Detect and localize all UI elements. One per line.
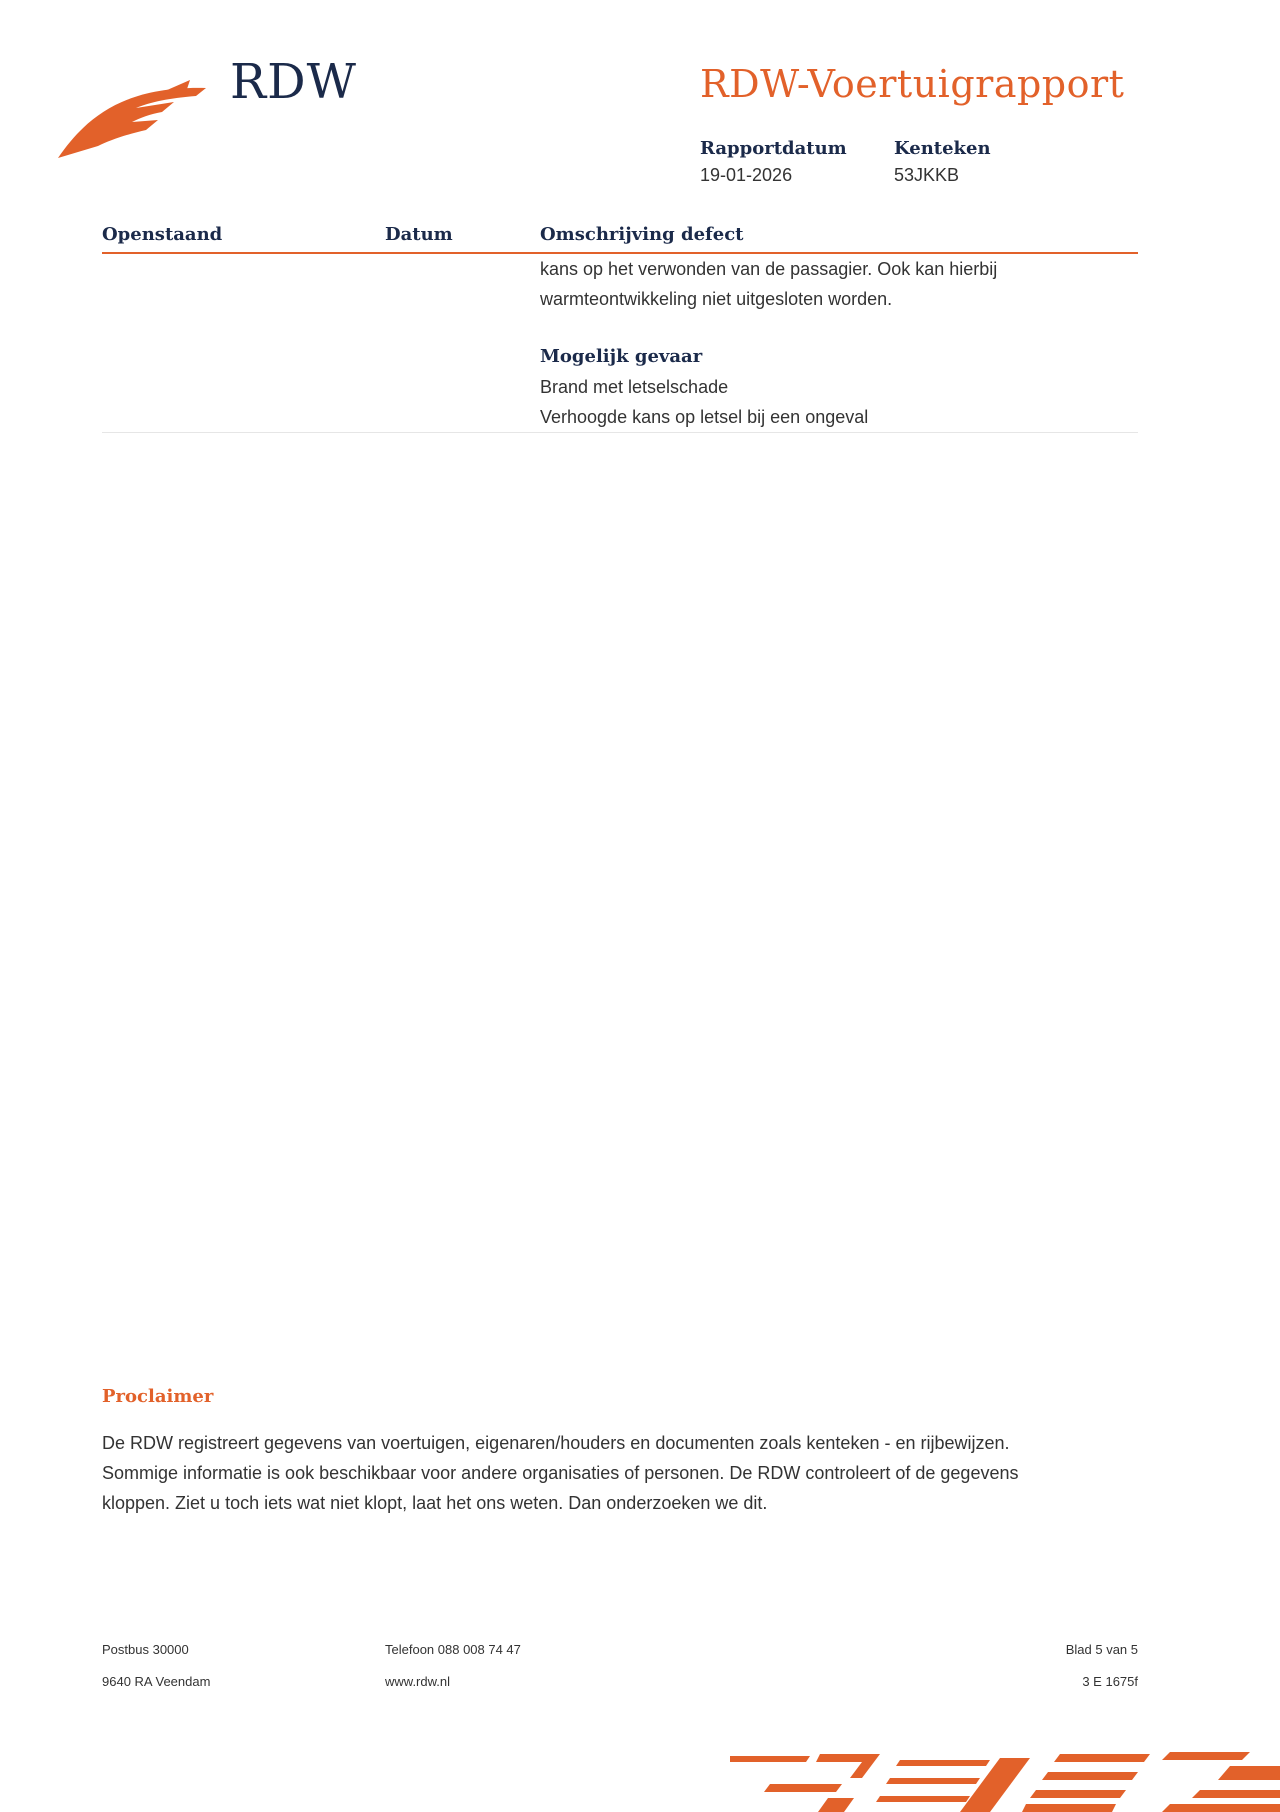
danger-line: Verhoogde kans op letsel bij een ongeval	[540, 407, 869, 427]
defect-description	[540, 254, 1138, 432]
danger-title: Mogelijk gevaar	[540, 346, 703, 367]
plate-label: Kenteken	[894, 138, 991, 159]
proclaimer-title: Proclaimer	[102, 1386, 214, 1407]
footer-page-info	[1066, 1634, 1138, 1698]
column-header-open: Openstaand	[102, 224, 223, 245]
proclaimer-line: De RDW registreert gegevens van voertuigen, eigenaren/houders en documenten zoals kenteken - en rijbewijzen.	[102, 1433, 1010, 1453]
footer-address-line-1: Postbus 30000	[102, 1642, 189, 1657]
brand-name: RDW	[230, 54, 357, 110]
report-date-value: 19-01-2026	[700, 165, 793, 185]
footer-website: www.rdw.nl	[385, 1674, 451, 1689]
footer-address-line-2: 9640 RA Veendam	[102, 1674, 211, 1689]
plate-value: 53JKKB	[894, 165, 960, 185]
column-header-description: Omschrijving defect	[540, 224, 744, 245]
report-title: RDW-Voertuigrapport	[700, 62, 1125, 106]
footer-phone: Telefoon 088 008 74 47	[385, 1642, 521, 1657]
footer-page-number: Blad 5 van 5	[1065, 1642, 1138, 1657]
footer-contact	[385, 1634, 521, 1698]
defects-table-header	[102, 224, 1138, 254]
proclaimer-line: kloppen. Ziet u toch iets wat niet klopt, laat het ons weten. Dan onderzoeken we dit.	[102, 1493, 768, 1513]
report-date-label: Rapportdatum	[700, 138, 847, 159]
description-line: kans op het verwonden van de passagier. Ook kan hierbij	[540, 259, 998, 279]
footer-address	[102, 1634, 210, 1698]
orange-stripes-decoration-icon	[730, 1740, 1280, 1812]
report-date-block	[700, 138, 847, 186]
proclaimer-line: Sommige informatie is ook beschikbaar voor andere organisaties of personen. De RDW controleert of de gegevens	[102, 1463, 1019, 1483]
proclaimer-text	[102, 1428, 1138, 1518]
danger-line: Brand met letselschade	[540, 377, 729, 397]
footer-document-code: 3 E 1675f	[1082, 1674, 1138, 1689]
column-header-date: Datum	[385, 224, 453, 245]
description-line: warmteontwikkeling niet uitgesloten worden.	[540, 289, 893, 309]
plate-block	[894, 138, 991, 186]
defects-table-row	[102, 254, 1138, 433]
rdw-wing-logo-icon	[58, 74, 208, 164]
